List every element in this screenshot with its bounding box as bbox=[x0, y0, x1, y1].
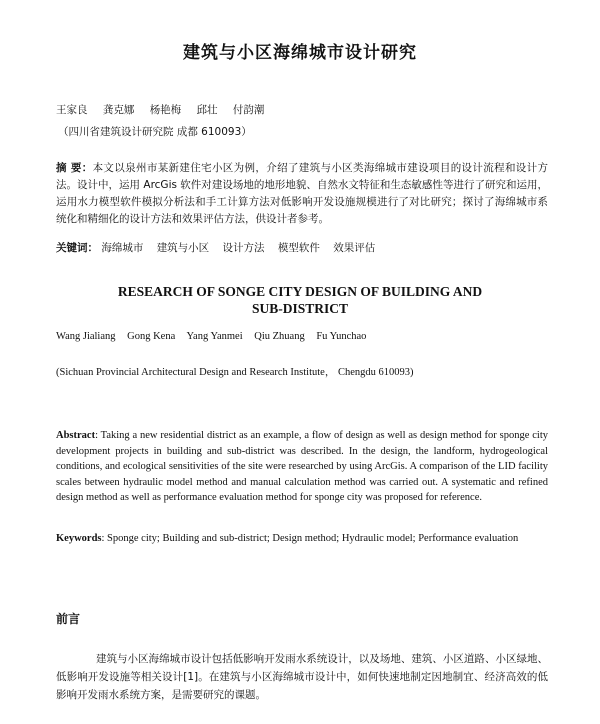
affiliation-zh: （四川省建筑设计研究院 成都 610093） bbox=[58, 126, 252, 138]
paper-title-en-line2: SUB-DISTRICT bbox=[251, 301, 349, 316]
keyword-zh: 建筑与小区 bbox=[156, 242, 210, 254]
author-en: Gong Kena bbox=[127, 331, 176, 342]
section-heading: 前言 bbox=[56, 612, 81, 626]
abstract-zh-label: 摘 要： bbox=[56, 162, 93, 174]
keywords-zh bbox=[56, 240, 385, 255]
author-en: Wang Jialiang bbox=[56, 331, 116, 342]
author-en: Yang Yanmei bbox=[186, 331, 243, 342]
keyword-zh: 设计方法 bbox=[222, 242, 265, 254]
author-en: Qiu Zhuang bbox=[254, 331, 305, 342]
keywords-en-text: : Sponge city; Building and sub-district; Design method; Hydraulic model; Performance evaluation bbox=[101, 533, 519, 544]
authors-en bbox=[56, 331, 375, 342]
abstract-en bbox=[56, 428, 548, 506]
keywords-en-label: Keywords bbox=[56, 533, 102, 544]
affiliation-en: (Sichuan Provincial Architectural Design and Research Institute， Chengdu 610093) bbox=[56, 367, 414, 378]
paper-title-en-line1: RESEARCH OF SONGE CITY DESIGN OF BUILDING AND bbox=[117, 284, 483, 299]
keywords-zh-label: 关键词： bbox=[56, 242, 98, 254]
keyword-zh: 海绵城市 bbox=[101, 242, 144, 254]
author-zh: 邱壮 bbox=[196, 104, 218, 116]
paper-title-zh: 建筑与小区海绵城市设计研究 bbox=[183, 43, 417, 63]
author-zh: 付韵潮 bbox=[232, 104, 265, 116]
author-zh: 龚克娜 bbox=[102, 104, 135, 116]
author-zh: 王家良 bbox=[56, 104, 88, 116]
abstract-zh bbox=[56, 160, 548, 228]
authors-zh bbox=[56, 102, 276, 117]
abstract-en-text: : Taking a new residential district as an example, a flow of design as well as design method for sponge city development projects in building and sub-district was described. In the design, the landform, hydrogeological conditions, and ecological sensitivities of the site were researched by using ArcGis. A comparison of the LID facility scales between hydraulic model method and manual calculation method was carried out. A systematic and refined design method as well as performance evaluation method for sponge city was proposed for reference. bbox=[56, 430, 548, 504]
paper-title-en bbox=[0, 283, 600, 317]
abstract-en-label: Abstract bbox=[56, 430, 96, 441]
author-zh: 杨艳梅 bbox=[149, 104, 182, 116]
abstract-zh-text: 本文以泉州市某新建住宅小区为例，介绍了建筑与小区类海绵城市建设项目的设计流程和设计方法。设计中，运用 ArcGis 软件对建设场地的地形地貌、自然水文特征和生态敏感性等进行了研究和运用，运用水力模型软件模拟分析法和手工计算方法对低影响开发设施规模进行了对比研究；探讨了海绵城市系统化和精细化的设计方法和效果评估方法，供设计者参考。 bbox=[56, 162, 549, 225]
keywords-en bbox=[56, 533, 556, 544]
author-en: Fu Yunchao bbox=[316, 331, 367, 342]
keyword-zh: 模型软件 bbox=[277, 242, 320, 254]
keyword-zh: 效果评估 bbox=[333, 242, 376, 254]
intro-paragraph: 建筑与小区海绵城市设计包括低影响开发雨水系统设计，以及场地、建筑、小区道路、小区绿地、低影响开发设施等相关设计[1]。在建筑与小区海绵城市设计中，如何快速地制定因地制宜、经济高效的低影响开发雨水系统方案，是需要研究的课题。 bbox=[56, 653, 548, 701]
